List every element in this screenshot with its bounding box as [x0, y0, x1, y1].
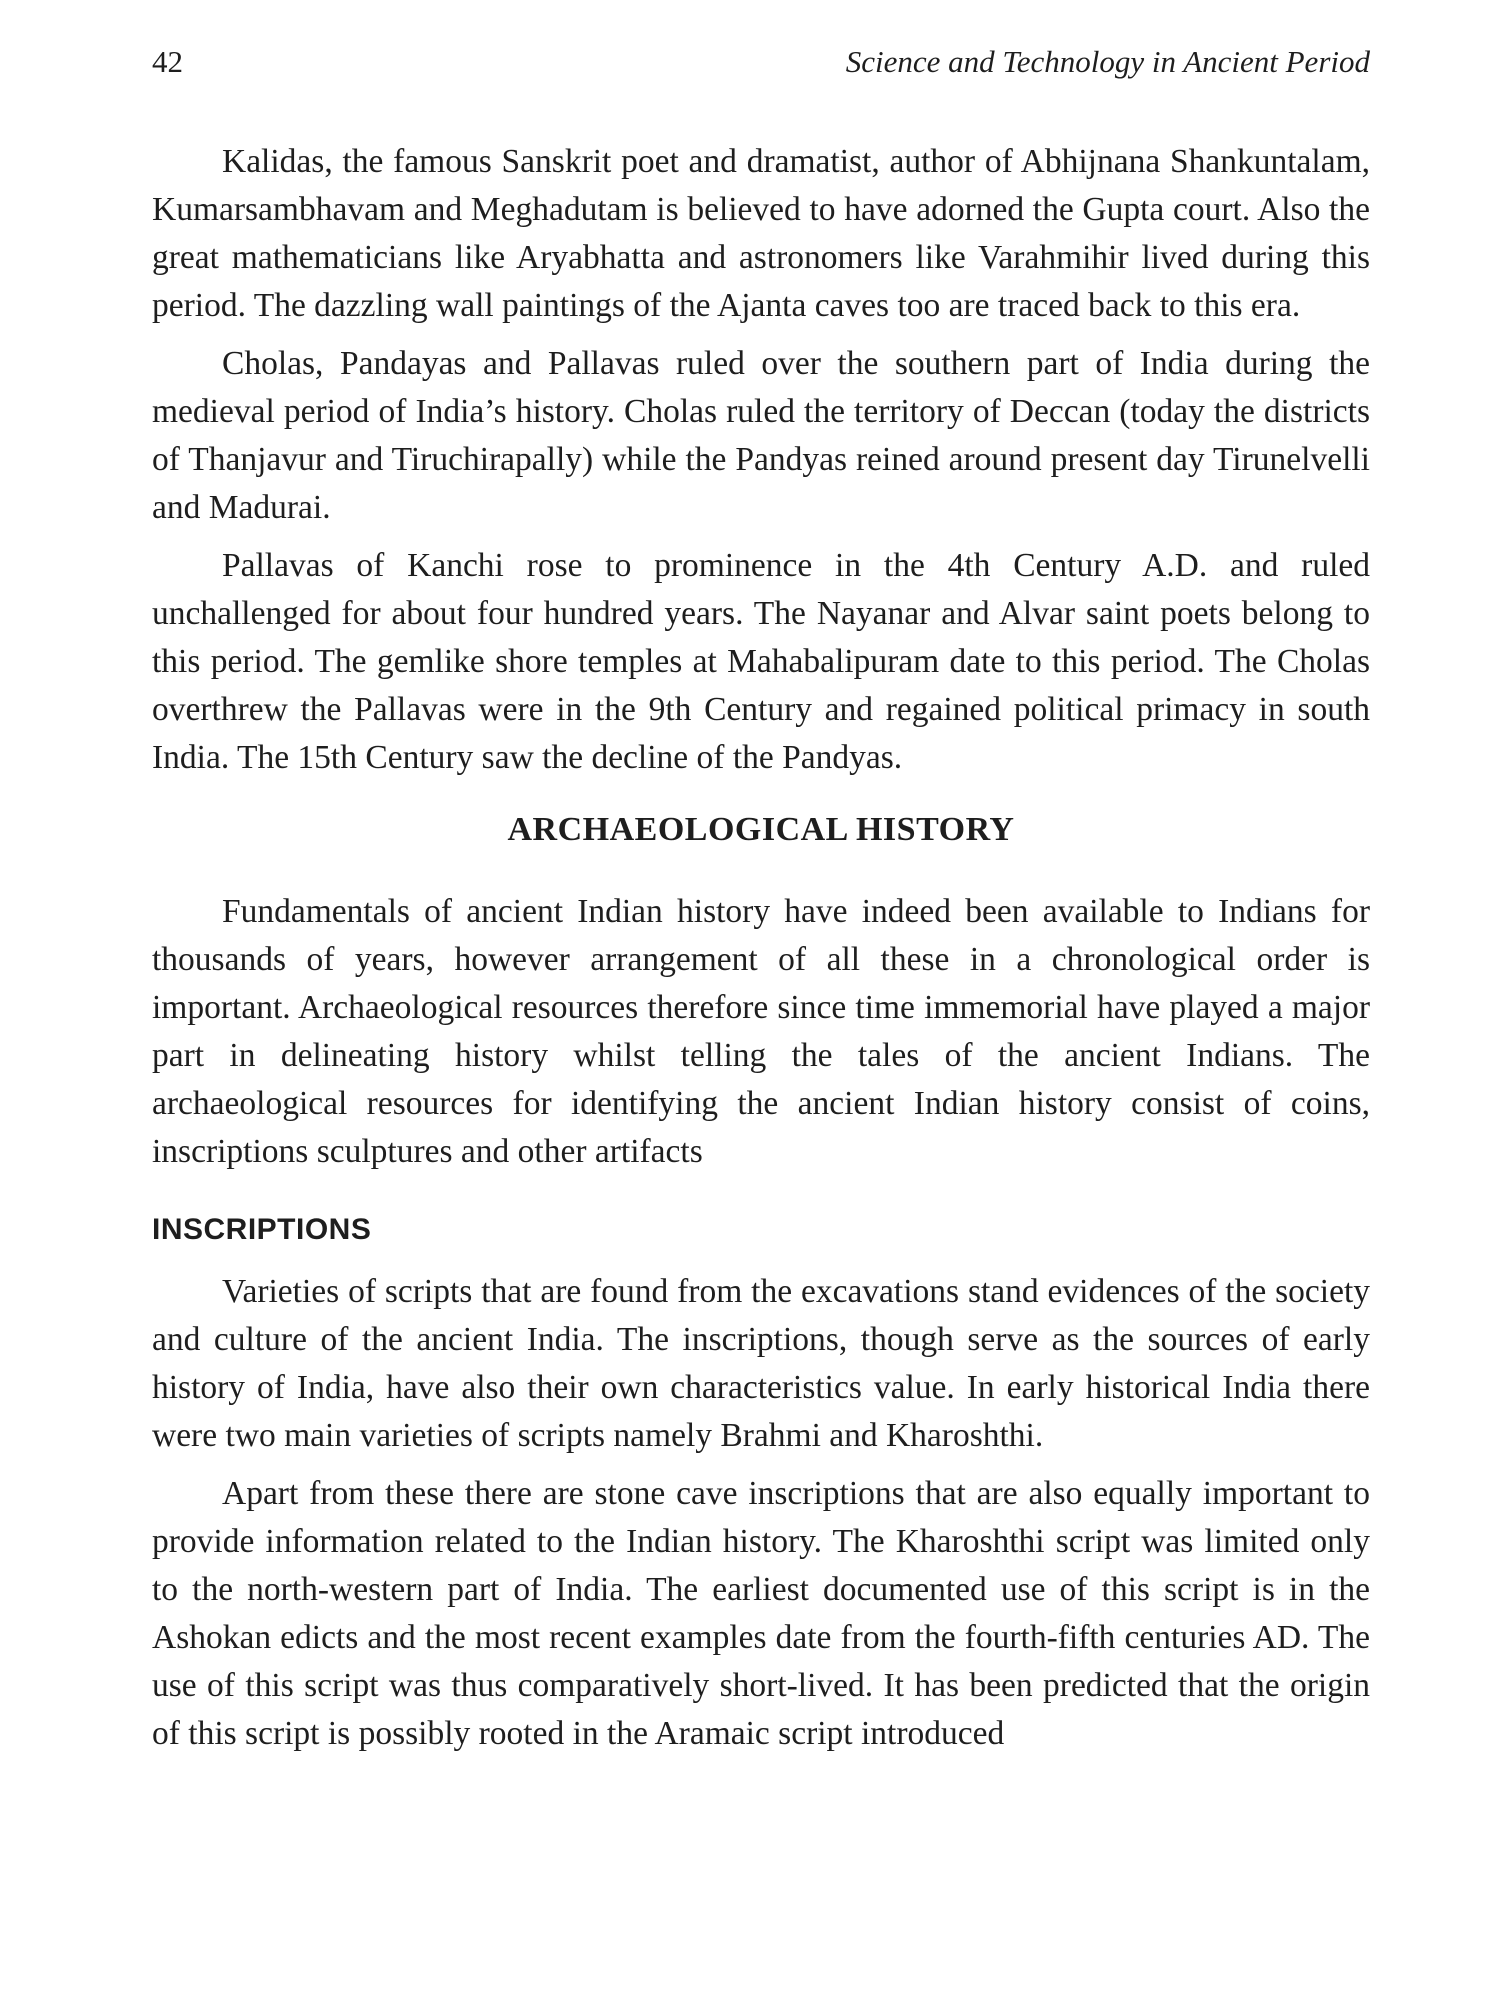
running-title: Science and Technology in Ancient Period: [845, 44, 1370, 79]
page-number: 42: [152, 44, 183, 79]
page-content: [152, 138, 1370, 1758]
paragraph-kalidas: Kalidas, the famous Sanskrit poet and dramatist, author of Abhijnana Shankuntalam, Kumarsambhavam and Meghadutam is believed to have adorned the Gupta court. Also the great mathematicians like Aryabhatta and astronomers like Varahmihir lived during this period. The dazzling wall paintings of the Ajanta caves too are traced back to this era.: [152, 143, 1370, 324]
paragraph-inscriptions-kharoshthi: Apart from these there are stone cave inscriptions that are also equally important to provide information related to the Indian history. The Kharoshthi script was limited only to the north-western part of India. The earliest documented use of this script is in the Ashokan edicts and the most recent examples date from the fourth-fifth centuries AD. The use of this script was thus comparatively short-lived. It has been predicted that the origin of this script is possibly rooted in the Aramaic script introduced: [152, 1475, 1370, 1752]
paragraph-inscriptions-scripts: Varieties of scripts that are found from the excavations stand evidences of the society and culture of the ancient India. The inscriptions, though serve as the sources of early history of India, have also their own characteristics value. In early historical India there were two main varieties of scripts namely Brahmi and Kharoshthi.: [152, 1273, 1370, 1454]
running-header: [152, 38, 1370, 90]
subheading-inscriptions: INSCRIPTIONS: [152, 1213, 372, 1246]
section-heading-archaeological-history: ARCHAEOLOGICAL HISTORY: [507, 811, 1015, 848]
paragraph-pallavas: Pallavas of Kanchi rose to prominence in the 4th Century A.D. and ruled unchallenged for about four hundred years. The Nayanar and Alvar saint poets belong to this period. The gemlike shore temples at Mahabalipuram date to this period. The Cholas overthrew the Pallavas were in the 9th Century and regained political primacy in south India. The 15th Century saw the decline of the Pandyas.: [152, 547, 1370, 776]
paragraph-archaeological-history: Fundamentals of ancient Indian history have indeed been available to Indians for thousands of years, however arrangement of all these in a chronological order is important. Archaeological resources therefore since time immemorial have played a major part in delineating history whilst telling the tales of the ancient Indians. The archaeological resources for identifying the ancient Indian history consist of coins, inscriptions sculptures and other artifacts: [152, 893, 1370, 1170]
paragraph-cholas: Cholas, Pandayas and Pallavas ruled over the southern part of India during the medieval period of India’s history. Cholas ruled the territory of Deccan (today the districts of Thanjavur and Tiruchirapally) while the Pandyas reined around present day Tirunelvelli and Madurai.: [152, 345, 1370, 526]
book-page: [152, 38, 1370, 1768]
